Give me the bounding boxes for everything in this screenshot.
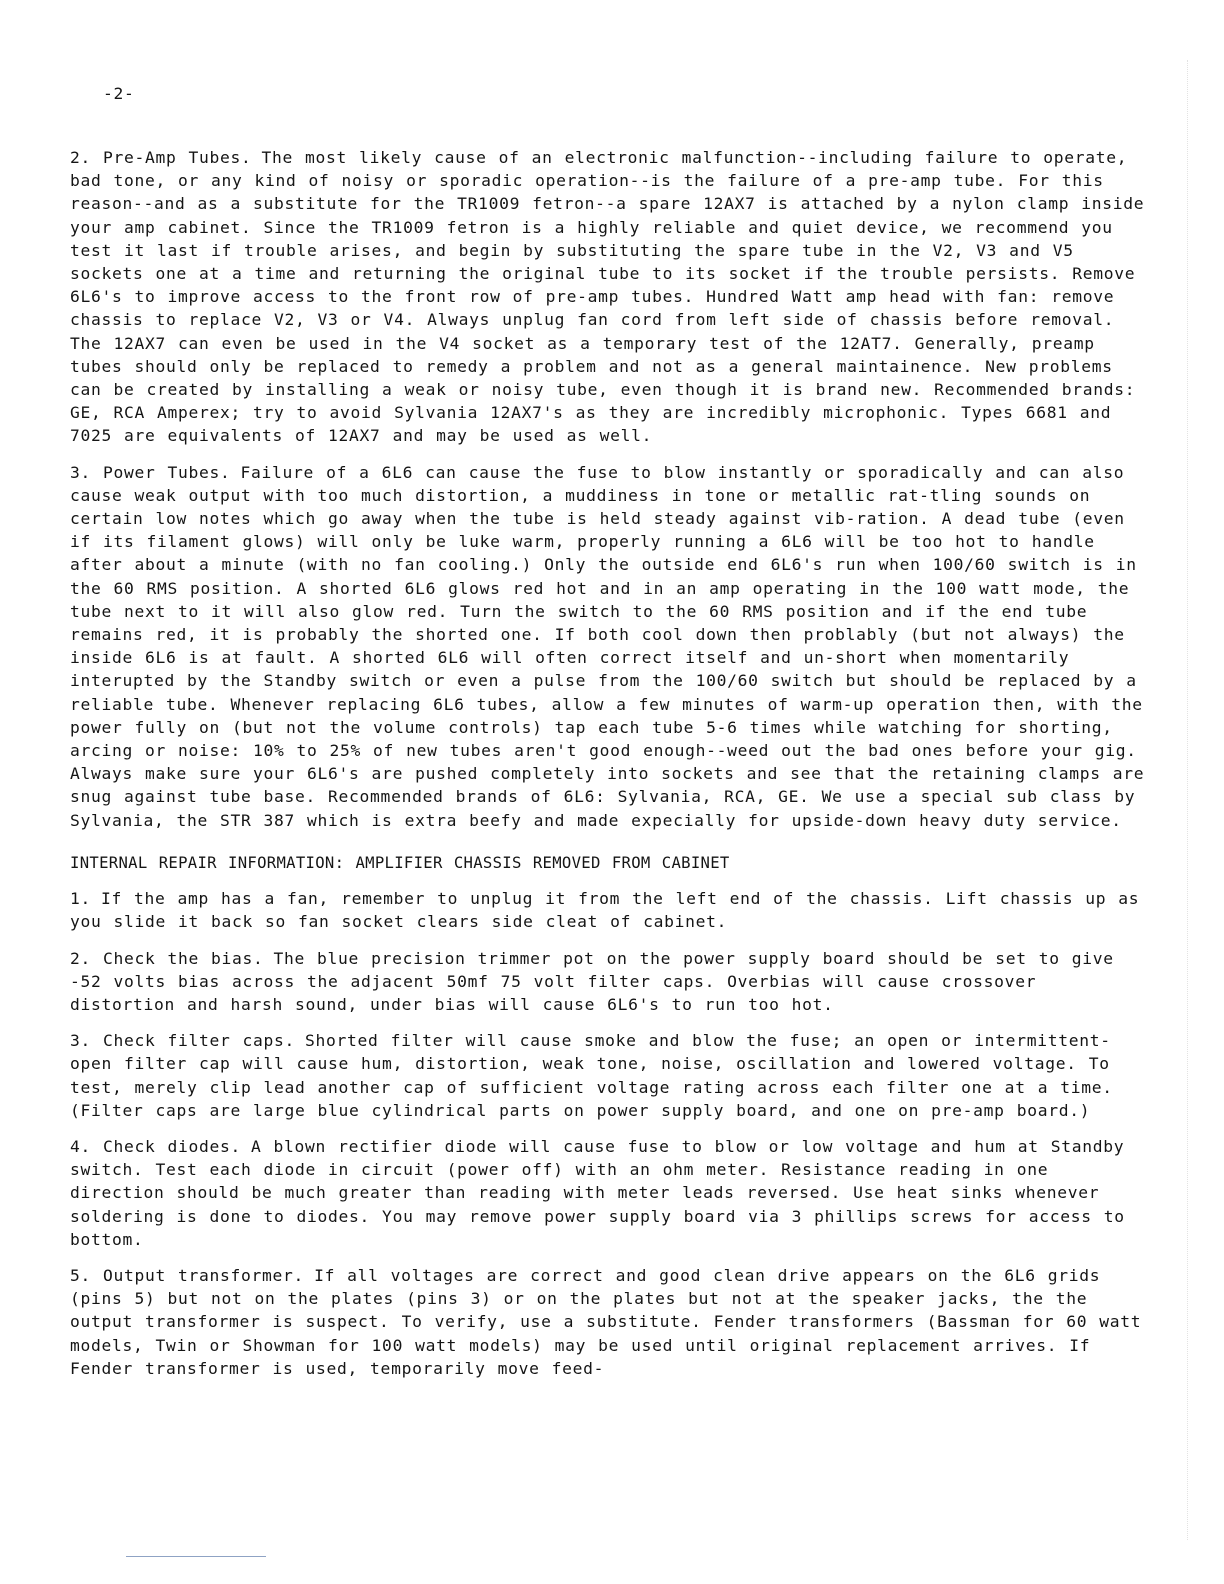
page-number: -2-	[103, 84, 135, 103]
paragraph-lead: 4. Check diodes.	[70, 1136, 242, 1156]
paragraph-lead: 2. Pre-Amp Tubes.	[70, 148, 252, 167]
paragraph-pre-amp-tubes	[70, 146, 1146, 448]
page-body	[70, 146, 1146, 1393]
paragraph-check-bias	[70, 947, 1146, 1017]
paragraph-text: If all voltages are correct and good clean drive appears on the 6L6 grids (pins 5) but not on the plates (pins 3) or on the plates but not at the speaker jacks, the the output transformer is suspect. To verify, use a substitute. Fender transformers (Bassman for 60 watt models, Twin or Showman for 100 watt models) may be used until original replacement arrives. If Fender transformer is used, temporarily move feed-	[70, 1265, 1142, 1378]
paragraph-output-transformer	[70, 1264, 1146, 1380]
scan-edge-marks	[1186, 60, 1188, 1540]
paragraph-text: Failure of a 6L6 can cause the fuse to blow instantly or sporadically and can also cause weak output with too much distortion, a muddiness in tone or metallic rat-tling sounds on certain low notes which go away when the tube is held steady against vib-ration. A dead tube (even if its filament glows) will only be luke warm, properly running a 6L6 will be too hot to handle after about a minute (with no fan cooling.) Only the outside end 6L6's run when 100/60 switch is in the 60 RMS position. A shorted 6L6 glows red hot and in an amp operating in the 100 watt mode, the tube next to it will also glow red. Turn the switch to the 60 RMS position and if the end tube remains red, it is probably the shorted one. If both cool down then problably (but not always) the inside 6L6 is at fault. A shorted 6L6 will often correct itself and un-short when momentarily interupted by the Standby switch or even a pulse from the 100/60 switch but should be replaced by a reliable tube. Whenever replacing 6L6 tubes, allow a few minutes of warm-up operation then, with the power fully on (but not the volume controls) tap each tube 5-6 times while watching for shorting, arcing or noise: 10% to 25% of new tubes aren't good enough--weed out the bad ones before your gig. Always make sure your 6L6's are pushed completely into sockets and see that the retaining clamps are snug against tube base. Recommended brands of 6L6: Sylvania, RCA, GE. We use a special sub class by Sylvania, the STR 387 which is extra beefy and made expecially for upside-down heavy duty service.	[70, 462, 1145, 830]
paragraph-text: A blown rectifier diode will cause fuse to blow or low voltage and hum at Standby switch. Test each diode in circuit (power off) with an ohm meter. Resistance reading in one direction should be much greater than reading with meter leads reversed. Use heat sinks whenever soldering is done to diodes. You may remove power supply board via 3 phillips screws for access to bottom.	[70, 1136, 1125, 1249]
paragraph-lead: 3. Check filter caps.	[70, 1031, 296, 1051]
section-heading: INTERNAL REPAIR INFORMATION: AMPLIFIER CHASSIS REMOVED FROM CABINET	[70, 853, 730, 872]
paragraph-check-diodes	[70, 1135, 1146, 1251]
paragraph-text: Shorted filter will cause smoke and blow the fuse; an open or intermittent-open filter cap will cause hum, distortion, weak tone, noise, oscillation and lowered voltage. To test, merely clip lead another cap of sufficient voltage rating across each filter one at a time. (Filter caps are large blue cylindrical parts on power supply board, and one on pre-amp board.)	[70, 1031, 1113, 1120]
paragraph-text: The most likely cause of an electronic malfunction--including failure to operate, bad tone, or any kind of noisy or sporadic operation--is the failure of a pre-amp tube. For this reason--and as a substitute for the TR1009 fetron--a spare 12AX7 is attached by a nylon clamp inside your amp cabinet. Since the TR1009 fetron is a highly reliable and quiet device, we recommend you test it last if trouble arises, and begin by substituting the spare tube in the V2, V3 and V5 sockets one at a time and returning the original tube to its socket if the trouble persists. Remove 6L6's to improve access to the front row of pre-amp tubes. Hundred Watt amp head with fan: remove chassis to replace V2, V3 or V4. Always unplug fan cord from left side of chassis before removal. The 12AX7 can even be used in the V4 socket as a temporary test of the 12AT7. Generally, preamp tubes should only be replaced to remedy a problem and not as a general maintainence. New problems can be created by installing a weak or noisy tube, even though it is brand new. Recommended brands: GE, RCA Amperex; try to avoid Sylvania 12AX7's as they are incredibly microphonic. Types 6681 and 7025 are equivalents of 12AX7 and may be used as well.	[70, 148, 1145, 446]
footer-rule	[126, 1556, 266, 1557]
paragraph-check-filter-caps	[70, 1029, 1146, 1122]
paragraph-unplug-fan	[70, 887, 1146, 933]
paragraph-power-tubes	[70, 461, 1146, 832]
paragraph-lead: 3. Power Tubes.	[70, 462, 231, 482]
paragraph-lead: 1.	[70, 889, 92, 909]
paragraph-text: If the amp has a fan, remember to unplug it from the left end of the chassis. Lift chassis up as you slide it back so fan socket clears side cleat of cabinet.	[70, 889, 1140, 932]
paragraph-text: The blue precision trimmer pot on the power supply board should be set to give -52 volts bias across the adjacent 50mf 75 volt filter caps. Overbias will cause crossover distortion and harsh sound, under bias will cause 6L6's to run too hot.	[70, 948, 1114, 1014]
paragraph-lead: 5. Output transformer.	[70, 1265, 305, 1285]
paragraph-lead: 2. Check the bias.	[70, 948, 264, 968]
